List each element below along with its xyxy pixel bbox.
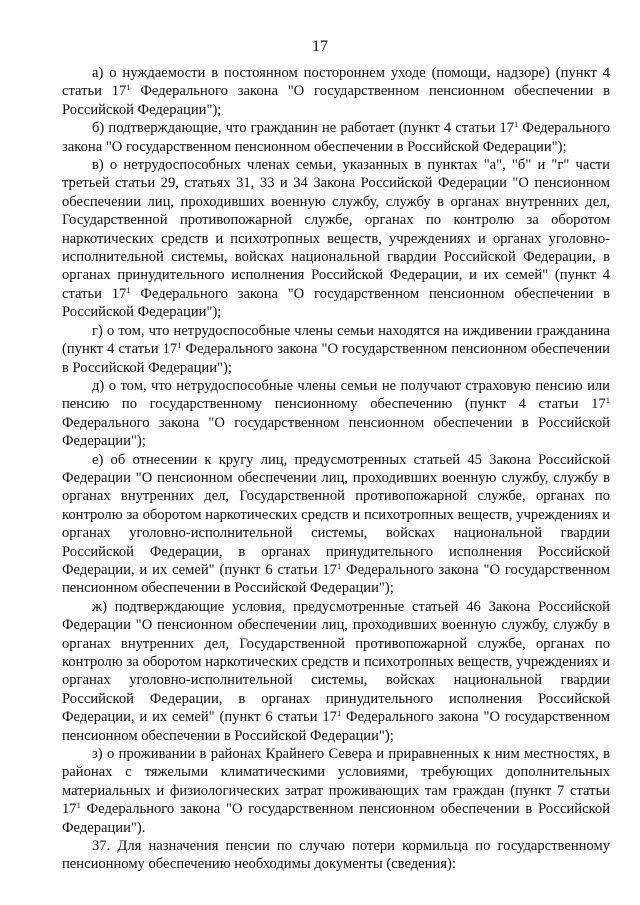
text-segment: Федерального закона "О государственном пенсионном обеспечении в Российской Федерации");: [62, 561, 610, 597]
superscript: 1: [177, 340, 182, 351]
superscript: 1: [605, 395, 610, 406]
text-segment: 37. Для назначения пенсии по случаю потери кормильца по государственному пенсионному обеспечению необходимы документы (сведения):: [62, 838, 610, 873]
paragraph-z: [62, 745, 610, 837]
text-segment: Федерального закона "О государственном пенсионном обеспечении в Российской Федерации");: [62, 120, 610, 155]
superscript: 1: [126, 284, 131, 295]
paragraph-g: [62, 322, 610, 377]
text-segment: Федерального закона "О государственном пенсионном обеспечении в Российской Федерации");: [62, 83, 610, 118]
superscript: 1: [126, 82, 131, 93]
text-segment: з) о проживании в районах Крайнего Севера и приравненных к ним местностях, в районах с тяжелыми климатическими условиями, требующих дополнительных материальных и физиологических затрат проживающих там граждан (пункт 7 статьи 17: [62, 746, 610, 818]
text-segment: в) о нетрудоспособных членах семьи, указанных в пунктах "а", "б" и "г" части третьей статьи 29, статьях 31, 33 и 34 Закона Российской Федерации "О пенсионном обеспечении лиц, проходивших военную службу, службу в органах внутренних дел, Государственной противопожарной службе, органах по контролю за оборотом наркотических средств и психотропных веществ, учреждениях и органах уголовно-исполнительной системы, войсках национальной гвардии Российской Федерации, в органах принудительного исполнения Российской Федерации, и их семей" (пункт 4 статьи 17: [62, 157, 610, 302]
text-segment: Федерального закона "О государственном пенсионном обеспечении в Российской Федерации");: [62, 414, 610, 450]
text-segment: ж) подтверждающие условия, предусмотренные статьей 46 Закона Российской Федерации "О пенсионном обеспечении лиц, проходивших военную службу, службу в органах внутренних дел, Государственной противопожарной службе, органах по контролю за оборотом наркотических средств и психотропных веществ, учреждениях и органах уголовно-исполнительной системы, войсках национальной гвардии Российской Федерации, в органах принудительного исполнения Российской Федерации, и их семей" (пункт 6 статьи 17: [62, 598, 610, 726]
text-segment: д) о том, что нетрудоспособные члены семьи не получают страховую пенсию или пенсию по государственному пенсионному обеспечению (пункт 4 статьи 17: [62, 377, 610, 413]
paragraph-d: [62, 377, 610, 451]
superscript: 1: [336, 708, 342, 719]
text-segment: б) подтверждающие, что гражданин не работает (пункт 4 статьи 17: [92, 120, 515, 137]
paragraph-37: [62, 837, 610, 874]
text-segment: г) о том, что нетрудоспособные члены семьи находятся на иждивении гражданина (пункт 4 статьи 17: [62, 322, 610, 358]
text-segment: Федерального закона "О государственном пенсионном обеспечении в Российской Федерации");: [62, 285, 610, 321]
superscript: 1: [336, 560, 342, 571]
paragraph-v: [62, 156, 610, 322]
text-segment: Федерального закона "О государственном пенсионном обеспечении в Российской Федерации");: [62, 341, 610, 376]
paragraph-zh: [62, 598, 610, 745]
superscript: 1: [514, 119, 519, 130]
paragraph-a: [62, 64, 610, 119]
text-segment: е) об отнесении к кругу лиц, предусмотренных статьей 45 Закона Российской Федерации "О пенсионном обеспечении лиц, проходивших военную службу, службу в органах внутренних дел, Государственной противопожарной службе, органах по контролю за оборотом наркотических средств и психотропных веществ, учреждениях и органах уголовно-исполнительной системы, войсках национальной гвардии Российской Федерации, в органах принудительного исполнения Российской Федерации, и их семей" (пункт 6 статьи 17: [62, 451, 610, 578]
superscript: 1: [76, 800, 81, 811]
document-body: [62, 64, 610, 874]
page-number: 17: [312, 38, 328, 55]
text-segment: Федерального закона "О государственном пенсионном обеспечении в Российской Федерации").: [62, 801, 610, 836]
paragraph-e: [62, 451, 610, 598]
paragraph-b: [62, 119, 610, 156]
text-segment: а) о нуждаемости в постоянном постороннем уходе (помощи, надзоре) (пункт 4 статьи 17: [62, 65, 610, 100]
text-segment: Федерального закона "О государственном пенсионном обеспечении в Российской Федерации");: [62, 709, 610, 744]
